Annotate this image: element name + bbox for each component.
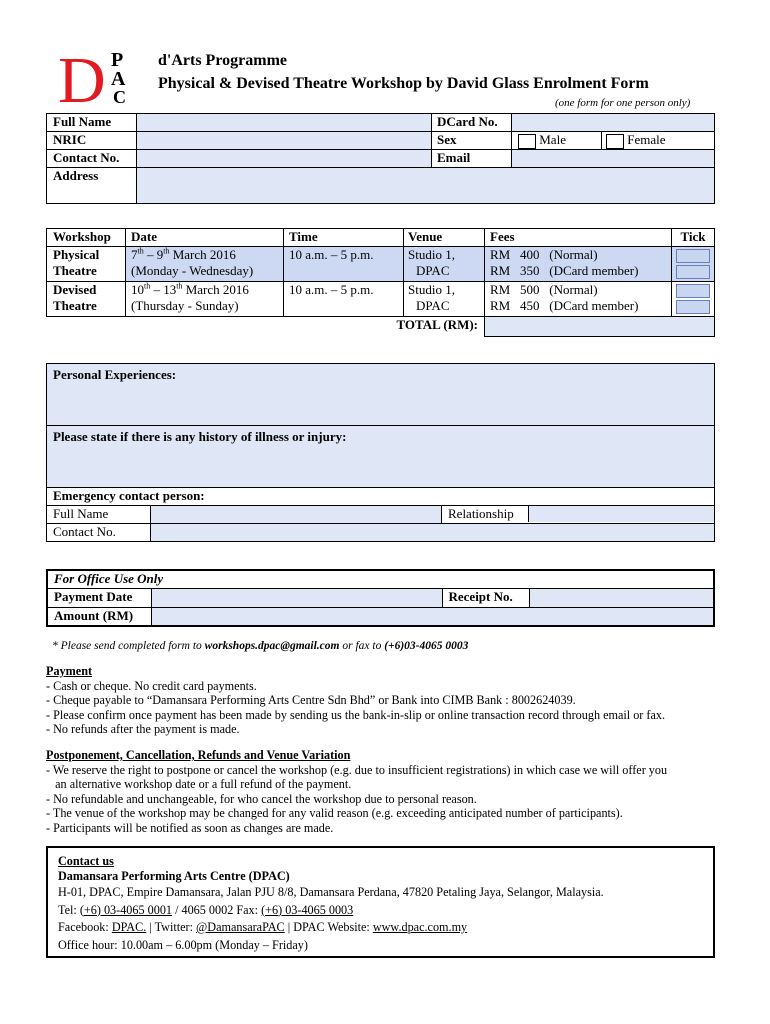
col-time: Time [284,229,404,247]
personal-experiences-label: Personal Experiences: [53,367,177,382]
payment-heading: Payment [46,664,93,678]
office-hours: Office hour: 10.00am – 6.00pm (Monday – Friday) [58,937,308,952]
list-item: - Participants will be notified as soon as changes are made. [46,820,334,835]
table-row [47,247,715,282]
submission-email[interactable]: workshops.dpac@gmail.com [204,640,340,652]
office-use-title: For Office Use Only [47,570,714,588]
col-fees: Fees [485,229,672,247]
form-subtitle: (one form for one person only) [555,97,691,109]
payment-date-field[interactable] [151,588,442,607]
dcard-field[interactable] [512,114,715,132]
total-label: TOTAL (RM): [47,317,485,337]
male-label: Male [539,132,566,147]
programme-title: d'Arts Programme [158,52,287,69]
logo-letter-c: C [113,87,126,106]
list-item: - The venue of the workshop may be changed for any valid reason (e.g. exceeding anticipated number of participants). [46,806,623,820]
emergency-contact-field[interactable] [151,524,715,542]
website-link[interactable]: www.dpac.com.my [372,920,468,934]
workshop-date: 7th – 9th March 2016 (Monday - Wednesday) [126,247,284,282]
logo-letter-d: D [58,46,106,106]
postponement-section [46,748,726,835]
col-tick: Tick [672,229,715,247]
full-name-field[interactable] [137,114,432,132]
contact-social: Facebook: DPAC. | Twitter: @DamansaraPAC | DPAC Website: www.dpac.com.my [58,920,468,934]
female-label: Female [627,132,666,147]
tel-link[interactable]: (+6) 03-4065 0001 [79,902,173,917]
emergency-name-field[interactable] [151,506,442,524]
email-field[interactable] [512,150,715,168]
list-item: - No refundable and unchangeable, for who cancel the workshop due to personal reason. [46,791,477,806]
receipt-field[interactable] [529,588,714,607]
full-name-label: Full Name [47,114,137,132]
payment-section [46,664,726,737]
contact-heading: Contact us [58,854,114,868]
logo-letter-a: A [111,68,126,90]
workshop-name: Physical Theatre [47,247,126,282]
contact-label: Contact No. [47,150,137,168]
list-item: - We reserve the right to postpone or cancel the workshop (e.g. due to insufficient registrations) in which case we will offer you [46,762,668,777]
workshop-name: Devised Theatre [47,282,126,317]
amount-label: Amount (RM) [47,607,151,626]
list-item: an alternative workshop date or a full refund of the payment. [46,777,352,791]
nric-label: NRIC [47,132,137,150]
dcard-label: DCard No. [432,114,512,132]
contact-org: Damansara Performing Arts Centre (DPAC) [58,869,290,883]
postponement-heading: Postponement, Cancellation, Refunds and Venue Variation [46,748,351,762]
illness-label: Please state if there is any history of illness or injury: [53,429,347,444]
list-item: - No refunds after the payment is made. [46,722,240,736]
relationship-field[interactable] [529,506,714,522]
relationship-label: Relationship [442,506,529,522]
experience-table [46,363,715,542]
contact-box [46,846,715,958]
list-item: - Cheque payable to “Damansara Performing Arts Centre Sdn Bhd” or Bank into CIMB Bank : 8002624039. [46,693,576,707]
tick-cell [672,282,715,317]
submission-note: * Please send completed form to workshops.dpac@gmail.com or fax to (+6)03-4065 0003 [52,640,469,652]
amount-field[interactable] [151,607,714,626]
workshop-venue: Studio 1, DPAC [404,282,485,317]
personal-info-table [46,113,715,204]
twitter-link[interactable]: @DamansaraPAC [196,920,285,934]
workshop-date: 10th – 13th March 2016 (Thursday - Sunday) [126,282,284,317]
emergency-name-label: Full Name [47,506,151,524]
list-item: - Please confirm once payment has been made by sending us the bank-in-slip or online transaction record through email or fax. [46,707,666,722]
tick-dcard-checkbox[interactable] [676,265,710,279]
male-option[interactable] [512,132,602,150]
workshop-fees: RM 500 (Normal) RM 450 (DCard member) [485,282,672,317]
tick-dcard-checkbox[interactable] [676,300,710,314]
contact-field[interactable] [137,150,432,168]
col-workshop: Workshop [47,229,126,247]
female-checkbox[interactable] [606,134,624,149]
tick-cell [672,247,715,282]
fax-link[interactable]: (+6) 03-4065 0003 [261,902,354,917]
workshop-table [46,228,715,337]
male-checkbox[interactable] [518,134,536,149]
office-use-table [46,569,715,627]
address-field[interactable] [137,168,715,204]
illness-field[interactable] [47,426,715,488]
address-label: Address [47,168,137,204]
sex-label: Sex [432,132,512,150]
logo-letter-p: P [111,49,124,71]
col-venue: Venue [404,229,485,247]
dpac-logo-icon [58,46,136,106]
workshop-venue: Studio 1, DPAC [404,247,485,282]
total-field[interactable] [485,317,715,337]
tick-normal-checkbox[interactable] [676,284,710,298]
col-date: Date [126,229,284,247]
facebook-link[interactable]: DPAC. [111,920,147,934]
workshop-fees: RM 400 (Normal) RM 350 (DCard member) [485,247,672,282]
contact-phone: Tel: (+6) 03-4065 0001 / 4065 0002 Fax: (+6) 03-4065 0003 [58,902,354,917]
payment-date-label: Payment Date [47,588,151,607]
personal-experiences-field[interactable] [47,364,715,426]
receipt-label: Receipt No. [442,588,529,607]
dpac-logo [58,46,136,106]
relationship-cell [442,506,715,524]
contact-address: H-01, DPAC, Empire Damansara, Jalan PJU 8/8, Damansara Perdana, 47820 Petaling Jaya, Selangor, Malaysia. [58,885,604,899]
emergency-label: Emergency contact person: [47,488,715,506]
submission-fax: (+6)03-4065 0003 [384,640,469,652]
workshop-time: 10 a.m. – 5 p.m. [284,282,404,317]
emergency-contact-label: Contact No. [47,524,151,542]
nric-field[interactable] [137,132,432,150]
female-option[interactable] [602,132,715,150]
tick-normal-checkbox[interactable] [676,249,710,263]
form-title: Physical & Devised Theatre Workshop by David Glass Enrolment Form [158,75,649,92]
list-item: - Cash or cheque. No credit card payments. [46,678,257,693]
email-label: Email [432,150,512,168]
workshop-time: 10 a.m. – 5 p.m. [284,247,404,282]
table-row [47,282,715,317]
